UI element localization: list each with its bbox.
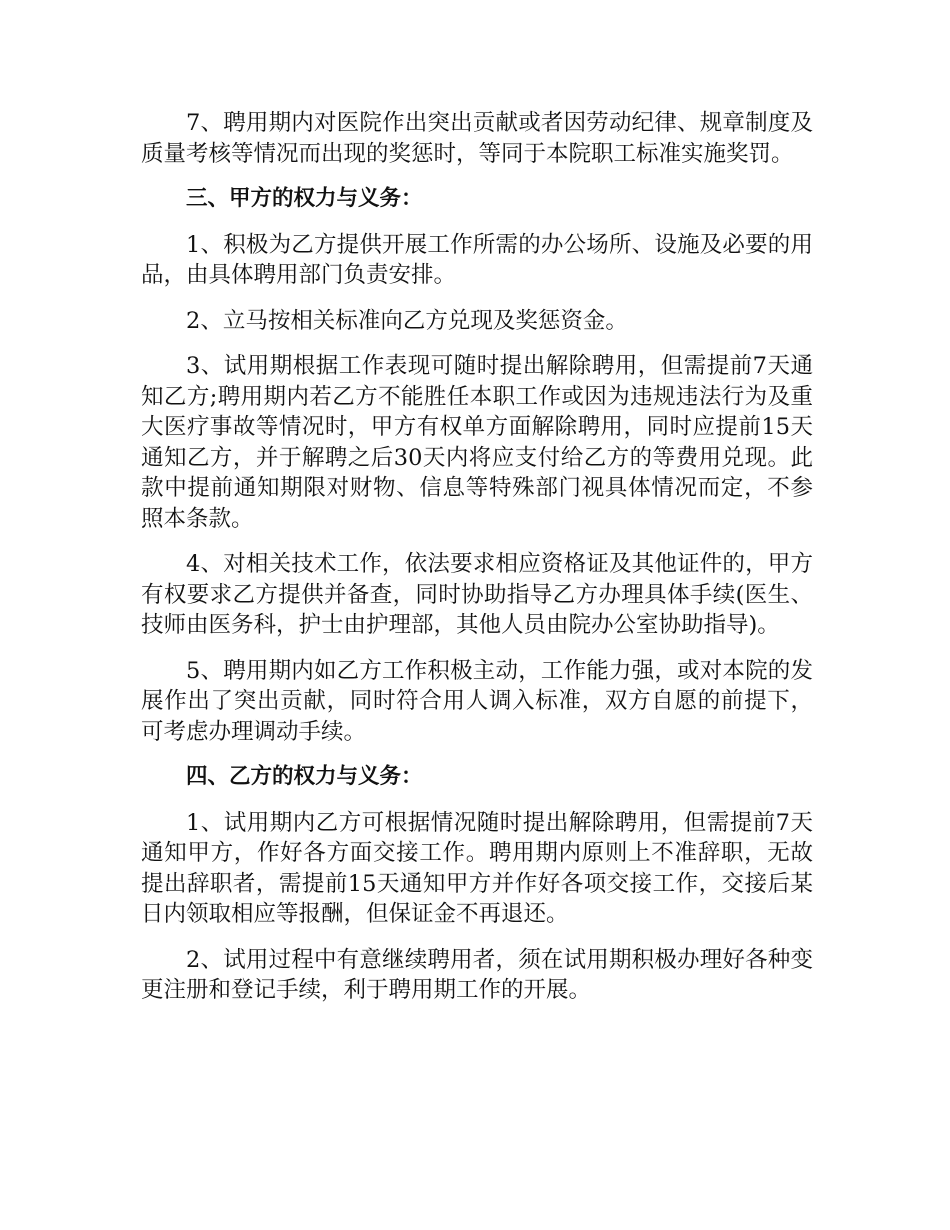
paragraph-b1-resignation: 1、试用期内乙方可根据情况随时提出解除聘用，但需提前7天通知甲方，作好各方面交接工作。聘用期内原则上不准辞职，无故提出辞职者，需提前15天通知甲方并作好各项交接工作，交接后某日内领取相应等报酬，但保证金不再退还。	[141, 809, 813, 927]
paragraph-b2-registration: 2、试用过程中有意继续聘用者，须在试用期积极办理好各种变更注册和登记手续，利于聘用期工作的开展。	[141, 946, 813, 1003]
paragraph-7-rewards: 7、聘用期内对医院作出突出贡献或者因劳动纪律、规章制度及质量考核等情况而出现的奖惩时，等同于本院职工标准实施奖罚。	[141, 110, 813, 167]
document-body	[141, 108, 813, 1021]
paragraph-a2-funds: 2、立马按相关标准向乙方兑现及奖惩资金。	[186, 307, 628, 334]
paragraph-a5-transfer: 5、聘用期内如乙方工作积极主动，工作能力强，或对本院的发展作出了突出贡献，同时符合用人调入标准，双方自愿的前提下，可考虑办理调动手续。	[141, 657, 813, 745]
paragraph-a4-certificates: 4、对相关技术工作，依法要求相应资格证及其他证件的，甲方有权要求乙方提供并备查，同时协助指导乙方办理具体手续(医生、技师由医务科，护士由护理部，其他人员由院办公室协助指导)。	[141, 551, 813, 638]
section-heading-party-b: 四、乙方的权力与义务：	[186, 764, 423, 789]
paragraph-a3-termination: 3、试用期根据工作表现可随时提出解除聘用，但需提前7天通知乙方;聘用期内若乙方不能胜任本职工作或因为违规违法行为及重大医疗事故等情况时，甲方有权单方面解除聘用，同时应提前15天通知乙方，并于解聘之后30天内将应支付给乙方的等费用兑现。此款中提前通知期限对财物、信息等特殊部门视具体情况而定，不参照本条款。	[141, 353, 813, 532]
paragraph-a1-office: 1、积极为乙方提供开展工作所需的办公场所、设施及必要的用品，由具体聘用部门负责安排。	[141, 231, 813, 288]
section-heading-party-a: 三、甲方的权力与义务：	[186, 186, 423, 211]
